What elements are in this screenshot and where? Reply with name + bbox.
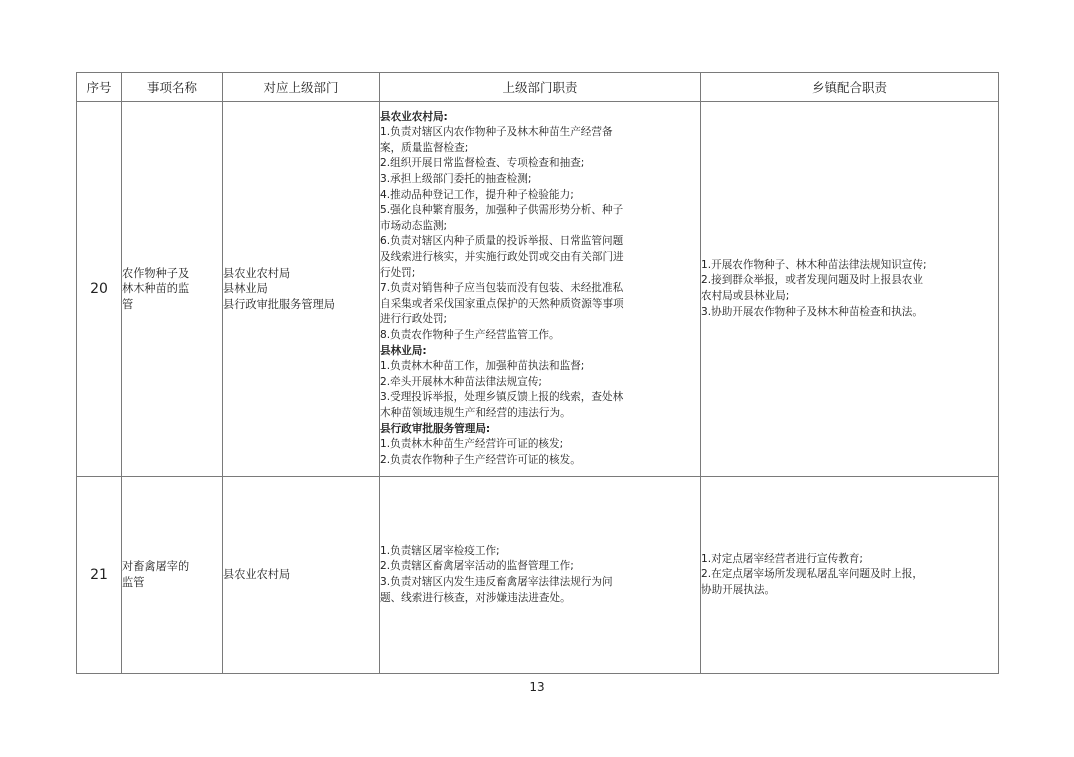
duty-item: 3.负责对辖区内发生违反畜禽屠宰法律法规行为问 题、线索进行核查，对涉嫌违法进查处。: [380, 576, 613, 604]
duty-item: 1.负责林木种苗工作，加强种苗执法和监督;: [380, 360, 585, 373]
header-item: 事项名称: [122, 73, 223, 102]
township-item: 2.在定点屠宰场所发现私屠乱宰问题及时上报， 协助开展执法。: [701, 568, 923, 596]
dept-line: 县行政审批服务管理局: [223, 297, 335, 311]
duty-table: [76, 72, 999, 674]
duties-cell: [380, 477, 701, 674]
item-name-line: 农作物种子及: [122, 266, 190, 280]
duty-item: 1.负责对辖区内农作物种子及林木种苗生产经营备 案，质量监督检查;: [380, 126, 613, 154]
dept-cell: [223, 102, 380, 477]
table-row: [77, 477, 999, 674]
item-name-cell: [122, 477, 223, 674]
duty-item: 7.负责对销售种子应当包装而没有包装、未经批准私 自采集或者采伐国家重点保护的天然种质资源等事项 进行行政处罚;: [380, 282, 624, 326]
duty-heading: 县行政审批服务管理局:: [380, 422, 491, 435]
duties-cell: [380, 102, 701, 477]
duty-item: 3.受理投诉举报，处理乡镇反馈上报的线索，查处林 木种苗领域违规生产和经营的违法行为。: [380, 391, 624, 419]
duty-item: 5.强化良种繁育服务，加强种子供需形势分析、种子 市场动态监测;: [380, 204, 624, 232]
duty-item: 2.负责辖区畜禽屠宰活动的监督管理工作;: [380, 560, 574, 573]
duty-item: 1.负责辖区屠宰检疫工作;: [380, 544, 500, 557]
dept-line: 县农业农村局: [223, 568, 291, 582]
township-item: 1.对定点屠宰经营者进行宣传教育;: [701, 552, 863, 565]
duty-item: 6.负责对辖区内种子质量的投诉举报、日常监管问题 及线索进行核实，并实施行政处罚或交由有关部门进 行处罚;: [380, 235, 624, 279]
township-cell: [701, 477, 999, 674]
table-row: [77, 102, 999, 477]
duty-heading: 县林业局:: [380, 344, 427, 357]
header-township: 乡镇配合职责: [701, 73, 999, 102]
header-duties: 上级部门职责: [380, 73, 701, 102]
duty-item: 3.承担上级部门委托的抽查检测;: [380, 173, 532, 186]
township-item: 2.接到群众举报，或者发现问题及时上报县农业 农村局或县林业局;: [701, 274, 923, 302]
dept-cell: [223, 477, 380, 674]
duty-item: 2.牵头开展林木种苗法律法规宣传;: [380, 375, 542, 388]
item-name-line: 林木种苗的监: [122, 282, 190, 296]
header-no: 序号: [77, 73, 122, 102]
item-name-line: 管: [122, 297, 134, 311]
item-name-line: 监管: [122, 576, 145, 589]
row-number: 21: [77, 477, 122, 674]
duty-item: 2.组织开展日常监督检查、专项检查和抽查;: [380, 157, 585, 170]
township-cell: [701, 102, 999, 477]
dept-line: 县林业局: [223, 282, 268, 296]
township-item: 1.开展农作物种子、林木种苗法律法规知识宣传;: [701, 258, 927, 271]
duty-item: 8.负责农作物种子生产经营监管工作。: [380, 328, 560, 341]
duty-item: 1.负责林木种苗生产经营许可证的核发;: [380, 438, 564, 451]
page-number: 13: [529, 680, 545, 694]
dept-line: 县农业农村局: [223, 266, 291, 280]
duty-item: 4.推动品种登记工作，提升种子检验能力;: [380, 188, 574, 201]
table-header-row: [77, 73, 999, 102]
duty-heading: 县农业农村局:: [380, 110, 448, 123]
item-name-line: 对畜禽屠宰的: [122, 560, 190, 574]
item-name-cell: [122, 102, 223, 477]
township-item: 3.协助开展农作物种子及林木种苗检查和执法。: [701, 305, 923, 318]
row-number: 20: [77, 102, 122, 477]
header-dept: 对应上级部门: [223, 73, 380, 102]
duty-item: 2.负责农作物种子生产经营许可证的核发。: [380, 453, 581, 466]
